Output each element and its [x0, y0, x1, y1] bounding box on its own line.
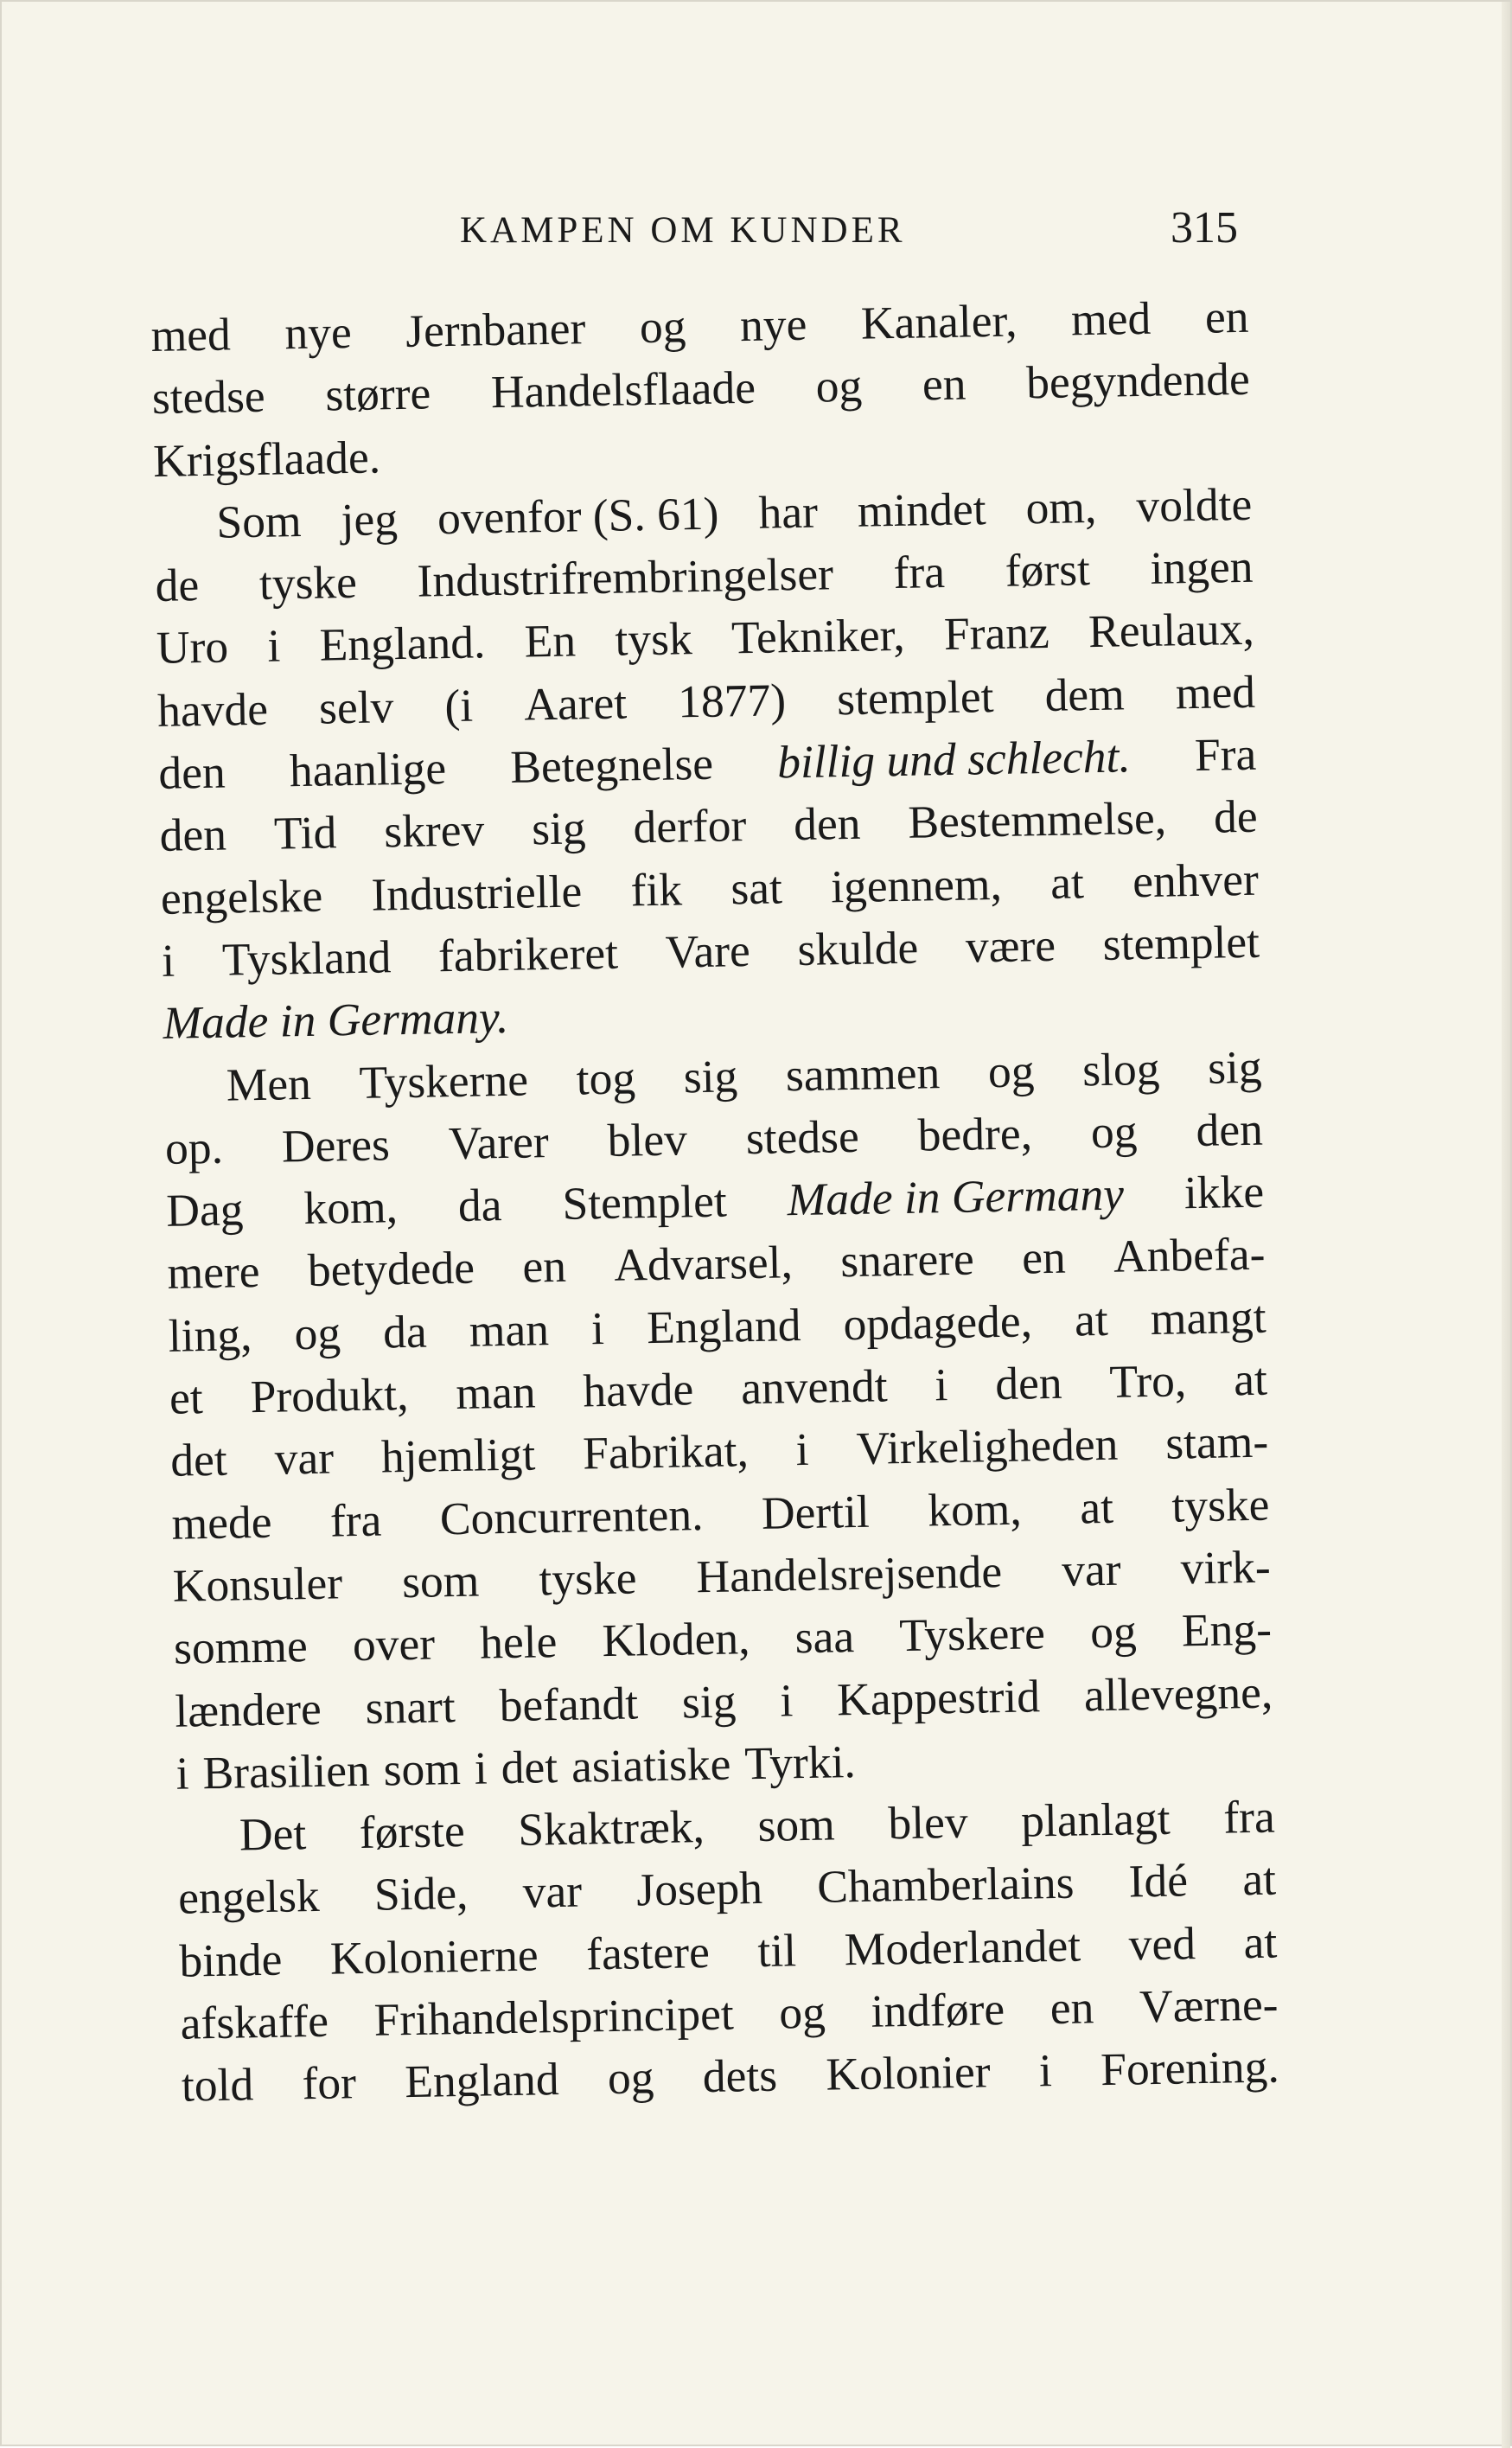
word: planlagt [1020, 1792, 1171, 1847]
word: Værne- [1139, 1978, 1279, 2033]
word: op. [164, 1121, 224, 1174]
word: stemplet [1102, 915, 1260, 970]
word: Tyrki. [743, 1735, 857, 1790]
word: først [1005, 543, 1091, 597]
word: Industrielle [371, 865, 583, 921]
word: binde [178, 1933, 283, 1987]
running-head: KAMPEN OM KUNDER [460, 210, 906, 251]
word: og [987, 1044, 1035, 1097]
word: i [1038, 2044, 1053, 2097]
word: en [521, 1240, 567, 1294]
word: snart [365, 1679, 456, 1734]
word: sig [531, 802, 587, 855]
word: som [401, 1554, 480, 1608]
word: da [457, 1179, 502, 1232]
word: blev [887, 1795, 969, 1850]
word: Fabrikat, [582, 1424, 750, 1480]
word: havde [156, 682, 269, 737]
word: og [1089, 1605, 1138, 1659]
word: tysk [614, 612, 693, 667]
word: med [150, 308, 232, 361]
word: fik [630, 863, 683, 917]
word: ingen [1150, 540, 1254, 595]
word: indføre [871, 1983, 1005, 2037]
page-edge [1502, 2, 1510, 2448]
word: og [1090, 1105, 1138, 1159]
word: i [175, 1747, 190, 1799]
word: Tro, [1108, 1354, 1187, 1408]
word: har [758, 485, 819, 539]
word: mede [171, 1495, 272, 1550]
word: derfor [633, 799, 747, 853]
word: med [1175, 665, 1256, 719]
word: første [359, 1805, 466, 1859]
italic-phrase: Made in Germany. [162, 991, 509, 1050]
word: engelsk [177, 1870, 321, 1925]
word: tog [576, 1051, 636, 1105]
word: stemplet [836, 669, 994, 725]
word: og [778, 1985, 826, 2039]
word: skulde [796, 921, 919, 976]
word: ling, [168, 1307, 252, 1362]
word: den [1196, 1103, 1264, 1156]
word: fabrikeret [437, 926, 619, 982]
word: Tyskere [898, 1607, 1046, 1662]
italic-phrase: Made in Germany [787, 1167, 1125, 1226]
word: Tyskerne [359, 1053, 529, 1109]
word: Kloden, [602, 1612, 750, 1667]
word: Betegnelse [509, 737, 714, 793]
word: England [646, 1298, 801, 1353]
word: en [1204, 290, 1249, 343]
word: allevegne, [1083, 1665, 1273, 1721]
word: betydede [307, 1242, 475, 1297]
word: i [590, 1301, 605, 1355]
word: snarere [839, 1232, 975, 1288]
word: dets [702, 2049, 778, 2103]
word: en [1021, 1231, 1067, 1285]
word: Moderlandet [844, 1919, 1081, 1975]
word: i [474, 1742, 488, 1794]
word: Reulaux, [1088, 603, 1255, 658]
word: Vare [665, 924, 751, 978]
word: og [639, 300, 686, 354]
word: igennem, [830, 857, 1003, 913]
word: at [1074, 1293, 1109, 1346]
word: for [302, 2056, 357, 2110]
body-text [150, 285, 1279, 2117]
word: Varer [448, 1115, 550, 1169]
word: somme [173, 1620, 309, 1674]
word: tyske [258, 556, 358, 610]
word: Jernbaner [405, 302, 586, 357]
word: asiatiske [571, 1737, 731, 1793]
word: Advarsel, [613, 1236, 794, 1292]
word: virk- [1180, 1540, 1272, 1595]
word: man [469, 1302, 550, 1357]
word: den [994, 1356, 1063, 1410]
word: Kolonierne [329, 1928, 539, 1985]
word: mindet [857, 483, 987, 537]
word: 1877) [677, 674, 787, 728]
word: dem [1044, 668, 1126, 721]
word: var [274, 1431, 335, 1486]
word: Konsuler [172, 1556, 343, 1612]
word: fastere [585, 1925, 711, 1980]
word: Side, [373, 1867, 469, 1921]
word: Handelsrejsende [696, 1544, 1003, 1603]
word: lændere [174, 1682, 322, 1737]
word: og [294, 1307, 341, 1360]
word: at [1241, 1852, 1277, 1906]
word: i [795, 1423, 810, 1476]
word: Men [226, 1057, 312, 1111]
word: Kolonier [825, 2045, 992, 2100]
word: over [352, 1617, 436, 1671]
last-line-group [175, 1730, 856, 1805]
word: Aaret [523, 676, 628, 731]
word: et [169, 1371, 204, 1424]
word: Dertil [761, 1485, 871, 1539]
word: Forening. [1100, 2040, 1280, 2096]
word: Kanaler, [860, 294, 1018, 349]
word: Brasilien [201, 1743, 371, 1799]
word: Tekniker, [730, 609, 906, 664]
word: havde [582, 1363, 694, 1417]
word: voldte [1135, 477, 1253, 533]
word: sig [683, 1049, 738, 1103]
word: bedre, [917, 1107, 1033, 1161]
word: Handelsflaade [490, 361, 756, 419]
word: Industrifrembringelser [417, 547, 834, 607]
word: begyndende [1025, 353, 1251, 409]
word: Virkeligheden [856, 1418, 1119, 1475]
page-header [149, 202, 1238, 272]
word: om, [1025, 480, 1097, 534]
word: told [181, 2058, 254, 2112]
word: i [161, 934, 175, 987]
word: jeg [341, 492, 399, 546]
word: Uro [156, 620, 229, 674]
word: man [455, 1365, 537, 1420]
word: og [815, 359, 863, 412]
word: til [756, 1923, 797, 1977]
word: Deres [281, 1118, 391, 1173]
word: blev [607, 1113, 688, 1166]
word: Eng- [1181, 1602, 1273, 1657]
word: En [524, 614, 577, 668]
italic-phrase: billig und schlecht. [776, 730, 1132, 789]
word: Concurrenten. [439, 1487, 704, 1545]
word: den [157, 745, 226, 799]
word: sig [1207, 1040, 1263, 1094]
word: større [324, 367, 431, 421]
word: Produkt, [250, 1368, 409, 1423]
word: tyske [1171, 1478, 1270, 1532]
word: med [1070, 291, 1152, 346]
word: at [1233, 1352, 1268, 1406]
word: være [965, 918, 1056, 973]
word: Tid [273, 806, 337, 860]
word: Joseph [635, 1862, 763, 1916]
word: saa [794, 1610, 855, 1664]
word: engelske [160, 869, 323, 924]
word: i [266, 619, 281, 673]
word: Bestemmelse, [907, 791, 1167, 849]
word: anvendt [740, 1359, 889, 1415]
word: var [1061, 1543, 1122, 1596]
word: fra [1222, 1790, 1276, 1844]
word: Idé [1128, 1854, 1189, 1908]
word: mangt [1150, 1290, 1267, 1345]
word: Det [239, 1807, 307, 1861]
word: selv [318, 680, 394, 734]
word: ved [1128, 1916, 1196, 1971]
word: mere [167, 1245, 260, 1300]
word: de [155, 559, 200, 612]
word: den [793, 797, 861, 851]
word: i [779, 1673, 794, 1727]
word: som [757, 1798, 836, 1852]
word: i [934, 1358, 948, 1411]
word: nye [739, 297, 807, 352]
word: som [383, 1742, 462, 1796]
word: Krigsflaade. [152, 430, 381, 487]
word: Franz [943, 606, 1050, 661]
word: en [922, 357, 967, 411]
word: (i [443, 679, 474, 732]
word: Tyskland [221, 930, 392, 986]
word: stam- [1164, 1415, 1269, 1470]
word: afskaffe [180, 1994, 329, 2049]
word: da [382, 1305, 428, 1358]
word: sat [730, 861, 783, 915]
word: hjemligt [380, 1428, 536, 1483]
word: Skaktræk, [517, 1800, 705, 1856]
word: den [159, 808, 227, 862]
word: Kappestrid [836, 1669, 1041, 1725]
word: at [1049, 855, 1085, 909]
word: Anbefa- [1113, 1228, 1266, 1283]
word: en [1049, 1981, 1094, 2035]
word: Som [215, 494, 303, 548]
word: opdagede, [843, 1294, 1033, 1350]
word: at [1079, 1480, 1114, 1534]
word: enhver [1132, 853, 1260, 907]
word: fra [329, 1493, 382, 1547]
word: kom, [927, 1482, 1023, 1537]
word: de [1213, 790, 1259, 843]
word: at [1243, 1915, 1278, 1968]
word: var [522, 1864, 583, 1919]
word: sammen [785, 1045, 941, 1101]
page-number: 315 [1171, 203, 1238, 252]
word: Fra [1194, 727, 1257, 782]
word: befandt [499, 1676, 639, 1731]
word: nye [284, 305, 353, 360]
word: ikke [1183, 1165, 1265, 1219]
word: stedse [745, 1109, 860, 1164]
word: Stemplet [561, 1174, 728, 1230]
word: ovenfor (S. 61) [437, 487, 719, 545]
word: det [169, 1434, 228, 1487]
word: sig [681, 1674, 737, 1729]
word: det [501, 1740, 558, 1794]
word: Chamberlains [816, 1857, 1075, 1914]
word: England. [319, 616, 486, 672]
word: England [404, 2053, 560, 2108]
word: hele [479, 1615, 558, 1669]
word: tyske [538, 1551, 637, 1606]
word: stedse [151, 370, 266, 425]
word: og [607, 2051, 654, 2105]
word: fra [893, 546, 946, 599]
word: kom, [303, 1180, 399, 1235]
word: Frihandelsprincipet [373, 1987, 735, 2046]
word: Dag [165, 1183, 244, 1237]
word: haanlige [289, 742, 447, 797]
word: skrev [383, 803, 485, 858]
word: slog [1081, 1042, 1160, 1096]
